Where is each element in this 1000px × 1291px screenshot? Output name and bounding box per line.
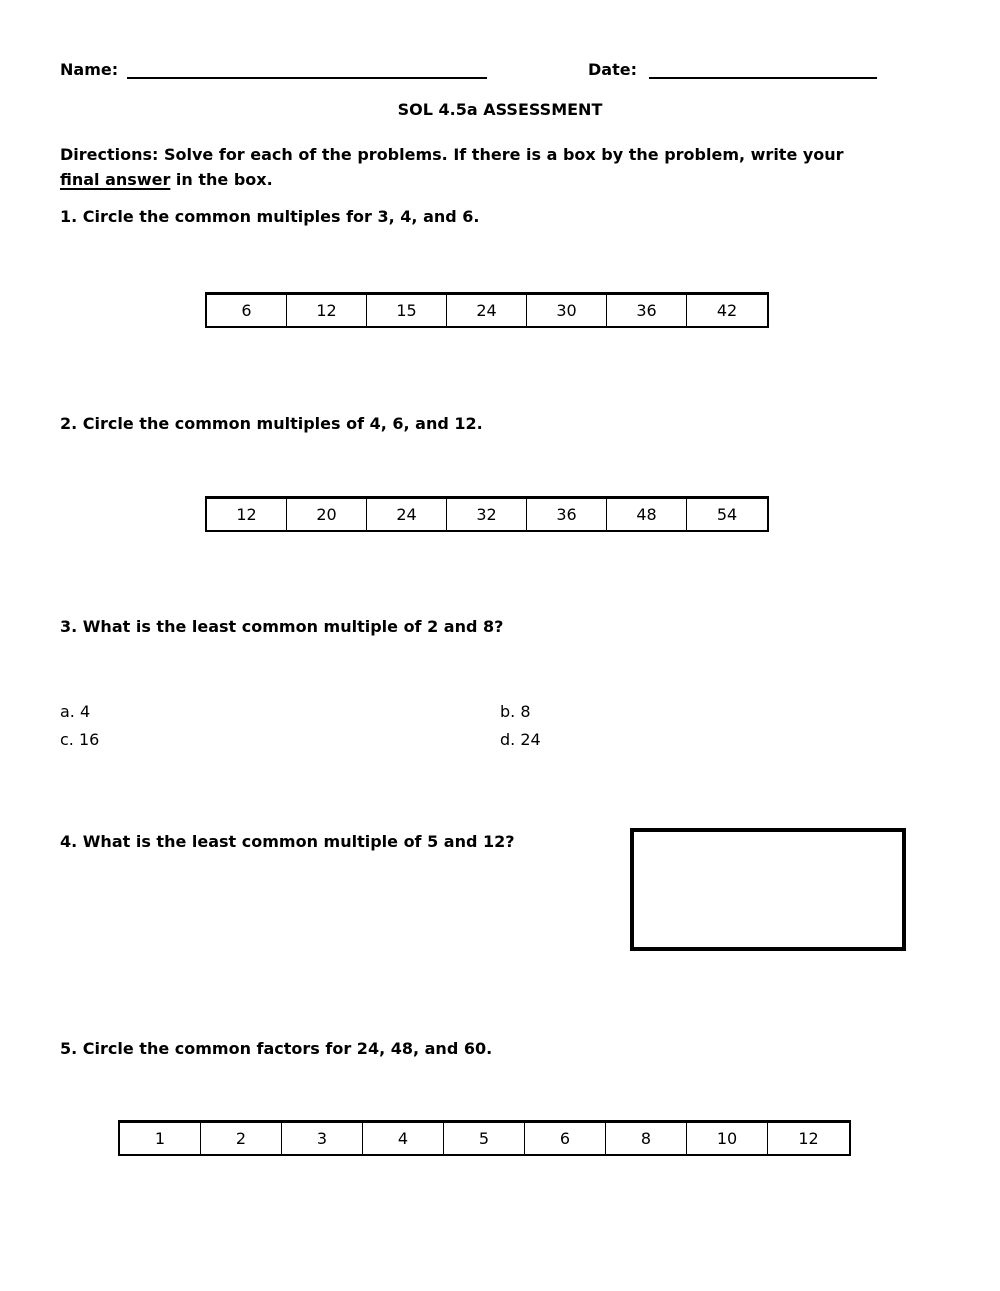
question-2-number-table xyxy=(205,496,769,532)
directions-underlined: final answer xyxy=(60,170,171,189)
table-cell[interactable]: 36 xyxy=(527,499,607,530)
table-cell[interactable]: 4 xyxy=(363,1123,444,1154)
table-cell[interactable]: 12 xyxy=(798,1129,819,1148)
choice-c[interactable]: c. 16 xyxy=(60,730,100,749)
table-cell[interactable]: 12 xyxy=(287,295,367,326)
answer-box[interactable] xyxy=(630,828,906,951)
directions-line2-rest: in the box. xyxy=(170,170,273,189)
table-cell[interactable]: 12 xyxy=(207,499,287,530)
choice-b[interactable]: b. 8 xyxy=(500,702,531,721)
table-cell[interactable]: 15 xyxy=(367,295,447,326)
table-cell[interactable]: 42 xyxy=(716,301,738,320)
table-cell[interactable]: 20 xyxy=(287,499,367,530)
table-cell[interactable]: 3 xyxy=(282,1123,363,1154)
question-3-prompt: 3. What is the least common multiple of 2 and 8? xyxy=(60,617,504,636)
directions-line1: Directions: Solve for each of the problems. If there is a box by the problem, write your xyxy=(60,145,844,164)
table-cell[interactable]: 54 xyxy=(716,505,738,524)
question-1-number-table xyxy=(205,292,769,328)
question-4-prompt: 4. What is the least common multiple of 5 and 12? xyxy=(60,832,515,851)
page-title: SOL 4.5a ASSESSMENT xyxy=(397,100,603,119)
choice-a[interactable]: a. 4 xyxy=(60,702,91,721)
table-cell[interactable]: 8 xyxy=(606,1123,687,1154)
table-cell[interactable]: 32 xyxy=(447,499,527,530)
table-cell[interactable]: 36 xyxy=(607,295,687,326)
name-blank[interactable] xyxy=(127,60,487,79)
date-label: Date: xyxy=(588,60,637,79)
name-label: Name: xyxy=(60,60,119,79)
table-cell[interactable]: 6 xyxy=(207,295,287,326)
question-5-number-table xyxy=(118,1120,851,1156)
table-cell[interactable]: 24 xyxy=(367,499,447,530)
table-cell[interactable]: 30 xyxy=(527,295,607,326)
table-cell[interactable]: 24 xyxy=(447,295,527,326)
choice-d[interactable]: d. 24 xyxy=(500,730,541,749)
table-cell[interactable]: 10 xyxy=(687,1123,768,1154)
question-1-prompt: 1. Circle the common multiples for 3, 4, and 6. xyxy=(60,207,480,226)
table-cell[interactable]: 2 xyxy=(201,1123,282,1154)
question-5-prompt: 5. Circle the common factors for 24, 48, and 60. xyxy=(60,1039,493,1058)
table-cell[interactable]: 1 xyxy=(120,1123,201,1154)
table-cell[interactable]: 48 xyxy=(607,499,687,530)
table-cell[interactable]: 5 xyxy=(444,1123,525,1154)
directions-text xyxy=(60,142,950,192)
table-cell[interactable]: 6 xyxy=(525,1123,606,1154)
date-blank[interactable] xyxy=(649,60,877,79)
question-2-prompt: 2. Circle the common multiples of 4, 6, and 12. xyxy=(60,414,483,433)
